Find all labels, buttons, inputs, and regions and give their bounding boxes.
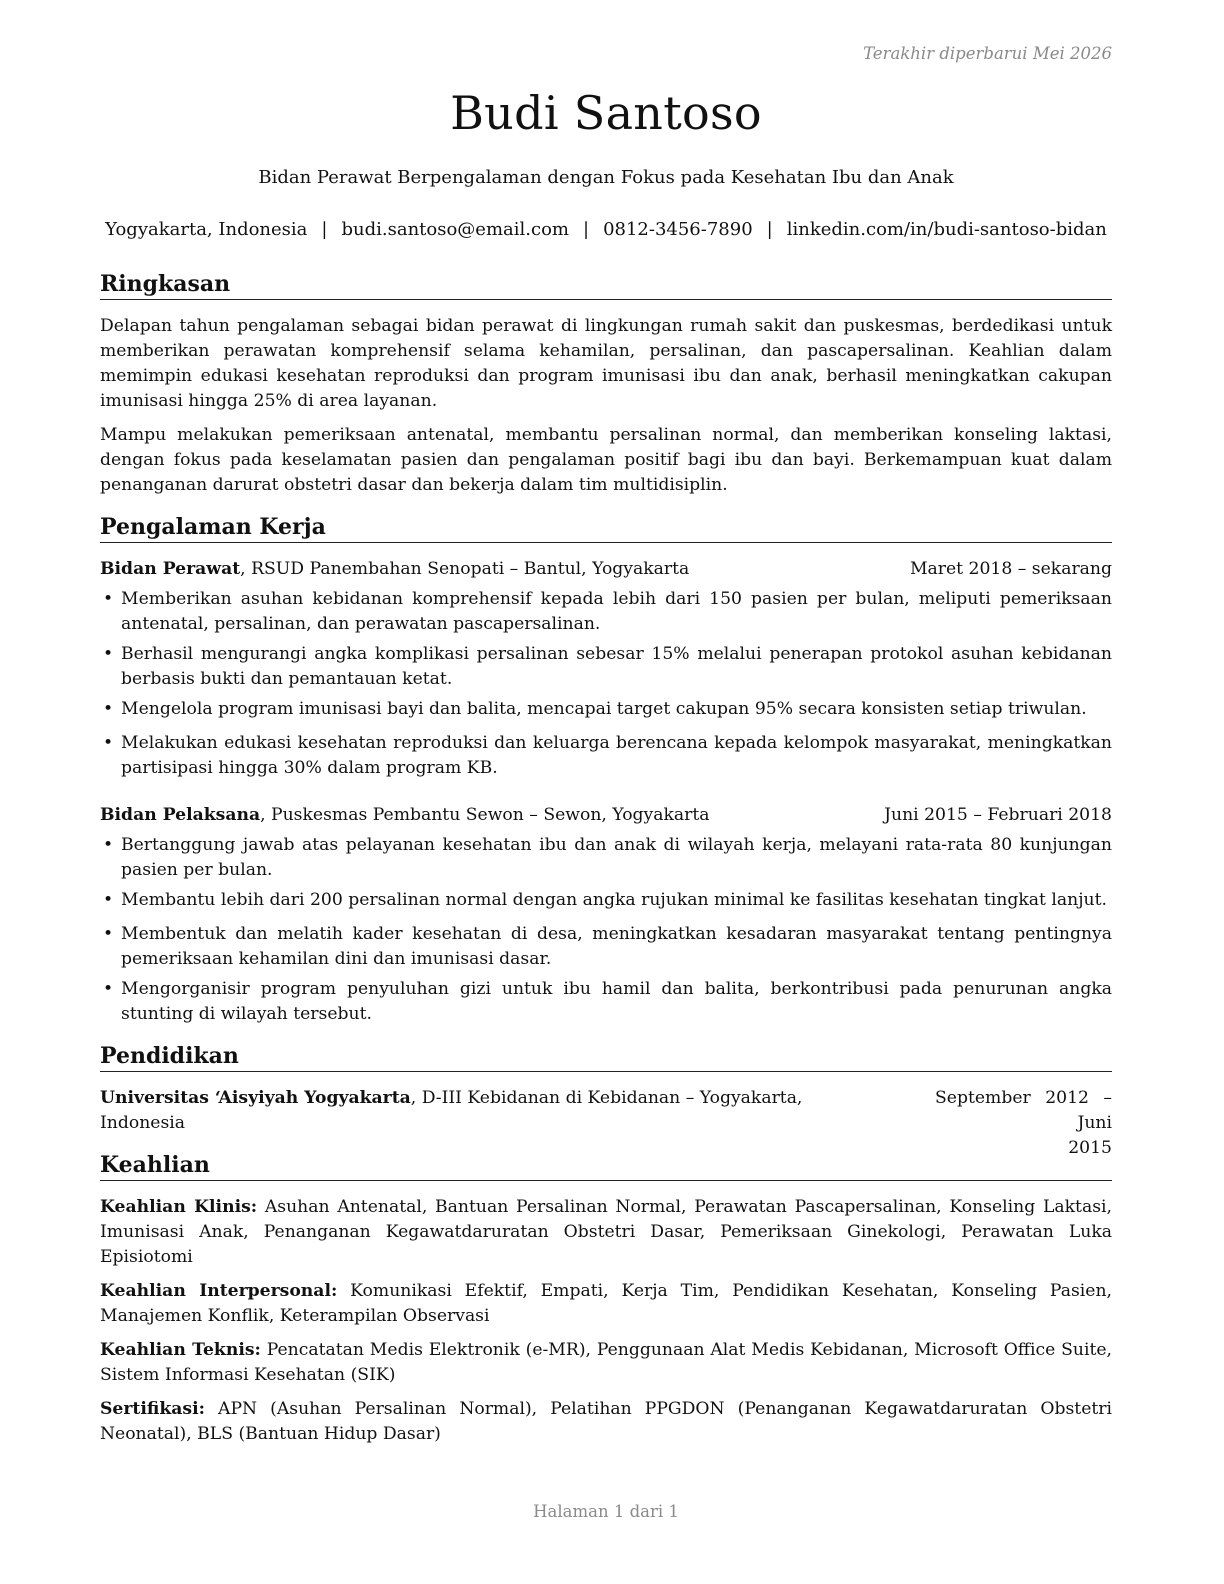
bullet-icon: • [103, 644, 114, 664]
section-title-summary: Ringkasan [100, 271, 1112, 300]
list-item [100, 833, 1112, 883]
bullet-text: Memberikan asuhan kebidanan komprehensif kepada lebih dari 150 pasien per bulan, meliputi pemeriksaan antenatal, persalinan, dan perawatan pascapersalinan. [121, 589, 1112, 634]
skill-group [100, 1397, 1112, 1447]
bullet-text: Bertanggung jawab atas pelayanan kesehatan ibu dan anak di wilayah kerja, melayani rata-rata 80 kunjungan pasien per bulan. [121, 835, 1112, 880]
summary-paragraph: Delapan tahun pengalaman sebagai bidan perawat di lingkungan rumah sakit dan puskesmas, berdedikasi untuk memberikan perawatan komprehensif selama kehamilan, persalinan, dan pascapersalinan. Keahlian dalam memimpin edukasi kesehatan reproduksi dan program imunisasi ibu dan anak, berhasil meningkatkan cakupan imunisasi hingga 25% di area layanan. [100, 316, 1112, 411]
education-degree: , D-III Kebidanan di Kebidanan – Yogyakarta, Indonesia [100, 1088, 803, 1133]
bullet-text: Mengorganisir program penyuluhan gizi untuk ibu hamil dan balita, berkontribusi pada penurunan angka stunting di wilayah tersebut. [121, 979, 1112, 1024]
job-header [100, 557, 1112, 582]
bullet-icon: • [103, 733, 114, 753]
bullet-text: Melakukan edukasi kesehatan reproduksi dan keluarga berencana kepada kelompok masyarakat, meningkatkan partisipasi hingga 30% dalam program KB. [121, 733, 1112, 778]
section-title-skills: Keahlian [100, 1152, 1112, 1181]
job-organization: , RSUD Panembahan Senopati – Bantul, Yogyakarta [240, 559, 690, 579]
list-item [100, 697, 1112, 722]
candidate-headline: Bidan Perawat Berpengalaman dengan Fokus pada Kesehatan Ibu dan Anak [258, 167, 954, 188]
education-institution-line [100, 1086, 888, 1161]
bullet-icon: • [103, 589, 114, 609]
contact-phone: 0812-3456-7890 [603, 219, 753, 240]
contact-separator: | [321, 219, 328, 240]
skill-label: Keahlian Interpersonal: [100, 1281, 338, 1301]
skill-text: APN (Asuhan Persalinan Normal), Pelatihan PPGDON (Penanganan Kegawatdaruratan Obstetri Neonatal), BLS (Bantuan Hidup Dasar) [100, 1399, 1112, 1444]
job-organization: , Puskesmas Pembantu Sewon – Sewon, Yogyakarta [260, 805, 710, 825]
job-role: Bidan Pelaksana [100, 805, 261, 825]
section-title-education: Pendidikan [100, 1043, 1112, 1072]
skill-group [100, 1195, 1112, 1270]
job-bullets [100, 833, 1112, 1027]
summary-section [100, 271, 1112, 498]
bullet-icon: • [103, 699, 114, 719]
education-section [100, 1043, 1112, 1161]
contact-location: Yogyakarta, Indonesia [105, 219, 308, 240]
skill-text: Asuhan Antenatal, Bantuan Persalinan Normal, Perawatan Pascapersalinan, Konseling Laktasi, Imunisasi Anak, Penanganan Kegawatdaruratan Obstetri Dasar, Pemeriksaan Ginekologi, Perawatan Luka Episiotomi [100, 1197, 1112, 1267]
contact-line [100, 219, 1112, 240]
list-item [100, 977, 1112, 1027]
section-title-experience: Pengalaman Kerja [100, 514, 1112, 543]
bullet-text: Membentuk dan melatih kader kesehatan di desa, meningkatkan kesadaran masyarakat tentang pentingnya pemeriksaan kehamilan dini dan imunisasi dasar. [121, 924, 1112, 969]
job-dates: Maret 2018 – sekarang [909, 559, 1112, 579]
skill-label: Sertifikasi: [100, 1399, 205, 1419]
skills-section [100, 1152, 1112, 1447]
contact-separator: | [582, 219, 590, 240]
skill-text: Komunikasi Efektif, Empati, Kerja Tim, Pendidikan Kesehatan, Konseling Pasien, Manajemen Konflik, Keterampilan Observasi [100, 1281, 1112, 1326]
list-item [100, 642, 1112, 692]
job-dates: Juni 2015 – Februari 2018 [884, 805, 1112, 825]
job-header [100, 803, 1112, 828]
bullet-text: Berhasil mengurangi angka komplikasi persalinan sebesar 15% melalui penerapan protokol asuhan kebidanan berbasis bukti dan pemantauan ketat. [121, 644, 1112, 689]
list-item [100, 587, 1112, 637]
job-role: Bidan Perawat [100, 559, 241, 579]
bullet-text: Mengelola program imunisasi bayi dan balita, mencapai target cakupan 95% secara konsisten setiap triwulan. [121, 699, 1087, 719]
candidate-name: Budi Santoso [450, 86, 762, 140]
list-item [100, 888, 1112, 913]
list-item [100, 922, 1112, 972]
job-entry [100, 557, 1112, 781]
bullet-icon: • [103, 924, 114, 944]
bullet-icon: • [103, 890, 114, 910]
job-title-line [100, 803, 710, 828]
bullet-icon: • [103, 979, 114, 999]
page-number-footer: Halaman 1 dari 1 [533, 1502, 679, 1521]
education-dates [888, 1086, 1112, 1161]
bullet-text: Membantu lebih dari 200 persalinan normal dengan angka rujukan minimal ke fasilitas kesehatan tingkat lanjut. [121, 890, 1107, 910]
skill-label: Keahlian Klinis: [100, 1197, 258, 1217]
skill-group [100, 1338, 1112, 1388]
last-updated-note: Terakhir diperbarui Mei 2026 [863, 44, 1112, 63]
contact-email-link[interactable]: budi.santoso@email.com [341, 219, 569, 240]
contact-linkedin-link[interactable]: linkedin.com/in/budi-santoso-bidan [786, 219, 1107, 240]
job-entry [100, 803, 1112, 1027]
experience-section [100, 514, 1112, 1027]
summary-paragraph: Mampu melakukan pemeriksaan antenatal, membantu persalinan normal, dan memberikan konseling laktasi, dengan fokus pada keselamatan pasien dan pengalaman positif bagi ibu dan bayi. Berkemampuan kuat dalam penanganan darurat obstetri dasar dan bekerja dalam tim multidisiplin. [100, 425, 1112, 495]
skill-group [100, 1279, 1112, 1329]
education-dates-line: 2015 [1068, 1138, 1112, 1158]
education-school: Universitas ‘Aisyiyah Yogyakarta [100, 1088, 411, 1108]
list-item [100, 731, 1112, 781]
contact-separator: | [766, 219, 773, 240]
job-bullets [100, 587, 1112, 781]
skill-text: Pencatatan Medis Elektronik (e-MR), Penggunaan Alat Medis Kebidanan, Microsoft Office Suite, Sistem Informasi Kesehatan (SIK) [100, 1340, 1112, 1385]
bullet-icon: • [103, 835, 114, 855]
education-entry [100, 1086, 1112, 1161]
job-title-line [100, 557, 689, 582]
skill-label: Keahlian Teknis: [100, 1340, 261, 1360]
education-dates-line: September 2012 – Juni [935, 1088, 1112, 1133]
